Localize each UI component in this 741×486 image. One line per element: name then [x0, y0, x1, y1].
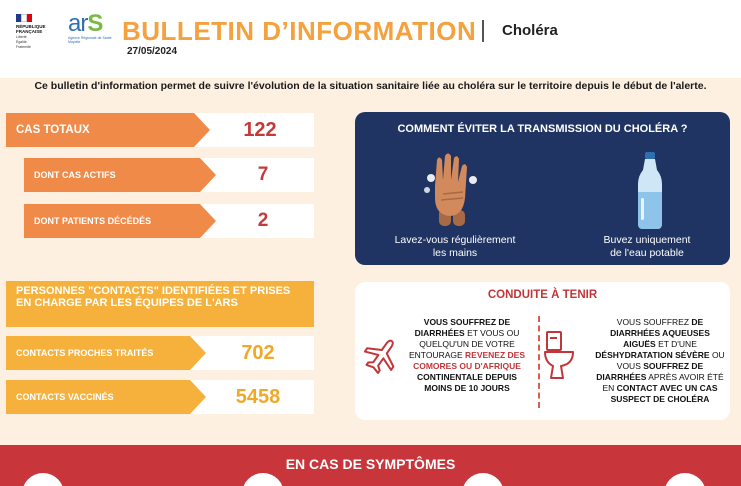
- conduct-title: CONDUITE À TENIR: [487, 289, 598, 301]
- hand-washing-icon: [423, 150, 479, 228]
- stat-total-cases-value: 122: [194, 113, 314, 147]
- conduct-left-text: [405, 317, 529, 394]
- rf-logo-line-2: FRANÇAISE: [16, 29, 43, 34]
- stat-active-cases: [24, 158, 314, 192]
- conduct-right-part-4: DÉSHYDRATATION SÉVÈRE: [595, 350, 710, 360]
- stat-total-cases: [6, 113, 314, 147]
- stat-total-cases-label: CAS TOTAUX: [6, 113, 194, 147]
- page-title: BULLETIN D’INFORMATION: [122, 16, 477, 46]
- stat-deceased: [24, 204, 314, 238]
- rf-motto-2: Égalité: [16, 40, 27, 44]
- stat-contacts-treated-label: CONTACTS PROCHES TRAITÉS: [6, 336, 190, 370]
- conduct-right-text: [595, 317, 725, 405]
- intro-text: Ce bulletin d'information permet de suivre l'évolution de la situation sanitaire liée au choléra sur le territoire depuis le début de l'alerte.: [34, 80, 707, 92]
- stat-deceased-value: 2: [200, 204, 314, 238]
- drink-water-caption-2: de l'eau potable: [610, 247, 684, 259]
- bulletin-date: 27/05/2024: [127, 46, 178, 57]
- contacts-heading: PERSONNES "CONTACTS" IDENTIFIÉES ET PRISES EN CHARGE PAR LES ÉQUIPES DE L'ARS: [6, 281, 314, 327]
- stat-contacts-vaccinated: [6, 380, 314, 414]
- conduct-right-part-2: DE DIARRHÉES AQUEUSES AIGUËS: [610, 317, 710, 349]
- stat-deceased-label: DONT PATIENTS DÉCÉDÉS: [24, 204, 200, 238]
- title-separator: [482, 20, 484, 42]
- drink-water-caption-1: Buvez uniquement: [603, 234, 691, 246]
- conduct-right-part-3: ET D'UNE: [655, 339, 697, 349]
- wash-hands-caption-2: les mains: [432, 247, 478, 259]
- conduct-left-part-1: VOUS SOUFFREZ DE DIARRHÉES: [414, 317, 511, 338]
- symptoms-banner: [0, 445, 741, 486]
- bulletin-subject: Choléra: [502, 22, 558, 39]
- water-bottle-icon: [635, 152, 665, 230]
- stat-contacts-vaccinated-value: 5458: [190, 380, 314, 414]
- conduct-panel: [355, 282, 730, 420]
- toilet-icon: [543, 330, 577, 380]
- stat-contacts-treated-value: 702: [190, 336, 314, 370]
- stat-contacts-vaccinated-label: CONTACTS VACCINÉS: [6, 380, 190, 414]
- stat-active-cases-value: 7: [200, 158, 314, 192]
- header: [0, 0, 741, 78]
- prevention-title: COMMENT ÉVITER LA TRANSMISSION DU CHOLÉRA ?: [397, 123, 688, 135]
- french-flag-icon: [16, 14, 32, 22]
- prevention-panel: [355, 112, 730, 265]
- rf-motto-1: Liberté: [16, 35, 27, 39]
- conduct-right-part-1: VOUS SOUFFREZ: [616, 317, 692, 327]
- conduct-left-part-3: REVENEZ DES COMORES OU D'AFRIQUE: [413, 350, 526, 371]
- conduct-right-part-5: OU VOUS: [616, 350, 725, 371]
- conduct-left-part-2: ET VOUS OU QUELQU'UN DE VOTRE ENTOURAGE: [408, 328, 520, 360]
- conduct-right-part-8: CONTACT AVEC UN CAS SUSPECT DE CHOLÉRA: [610, 383, 718, 404]
- stat-contacts-treated: [6, 336, 314, 370]
- conduct-right-part-6: SOUFFREZ DE DIARRHÉES: [596, 361, 704, 382]
- wash-hands-caption-1: Lavez-vous régulièrement: [394, 234, 516, 246]
- rf-motto-3: Fraternité: [16, 45, 31, 49]
- republique-francaise-logo: [16, 14, 52, 48]
- ars-logo: arS Agence Régionale de Santé Mayotte: [68, 12, 114, 46]
- conduct-divider: [538, 316, 540, 408]
- conduct-left-part-4: CONTINENTALE DEPUIS MOINS DE 10 JOURS: [417, 372, 517, 393]
- airplane-icon: [363, 336, 401, 374]
- ars-logo-sub: Agence Régionale de Santé Mayotte: [68, 36, 112, 44]
- ars-logo-word: ar: [68, 10, 88, 37]
- symptoms-title: EN CAS DE SYMPTÔMES: [285, 456, 456, 472]
- stat-active-cases-label: DONT CAS ACTIFS: [24, 158, 200, 192]
- rf-logo-line-1: RÉPUBLIQUE: [16, 24, 46, 29]
- conduct-right-part-7: APRÈS AVOIR ÉTÉ EN: [602, 372, 724, 393]
